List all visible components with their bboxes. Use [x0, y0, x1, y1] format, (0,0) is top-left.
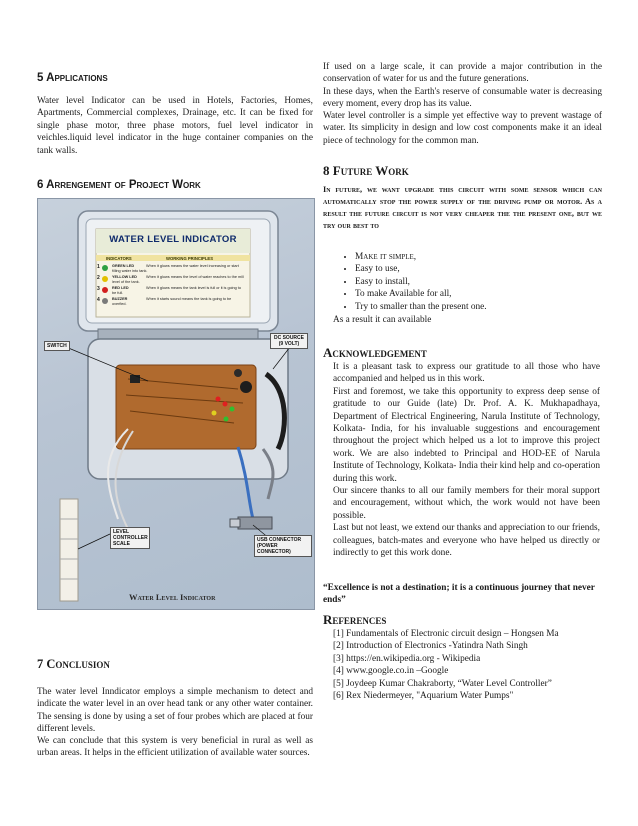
- section-heading-applications: 5 Applications: [37, 72, 108, 84]
- panel-title: WATER LEVEL INDICATOR: [109, 234, 237, 245]
- panel-row-desc: When it starts sound means the tank is going to be overfied.: [112, 297, 232, 306]
- label-dc-source: DC SOURCE (9 VOLT): [270, 333, 308, 349]
- section-heading-conclusion: 7 Conclusion: [37, 657, 110, 671]
- section-heading-acknowledgement: Acknowledgement: [323, 345, 427, 360]
- ack-paragraph: Our sincere thanks to all our family members for their moral support and encouragement, without which, the work would not have been possible.: [333, 486, 600, 521]
- list-item: • Easy to use,: [355, 263, 487, 275]
- intro-text-2: In these days, when the Earth's reserve of consumable water is decreasing every moment, every drop has its value.: [323, 87, 602, 110]
- label-usb-connector: USB CONNECTOR (POWER CONNECTOR): [254, 535, 312, 557]
- panel-row: [112, 275, 244, 284]
- conclusion-text-1: The water level Inndicator employs a simple mechanism to detect and indicate the water level in an over head tank or any other water container. The sensing is done by using a set of four probes which are placed at four different levels.: [37, 687, 313, 735]
- panel-row: [112, 286, 244, 295]
- section-heading-arrangement: 6 Arrengement of Project Work: [37, 179, 201, 191]
- ack-paragraph: First and foremost, we take this opportunity to express deep sense of gratitude to our Guide (late) Dr. Prof. A. K. Mukhapadhaya, Department of Electrical Engineering, Narula Institute of Technology, Kolkata- India, for his invaluable suggestions and encouragement throughout the project which helped us a lot to improve this project work. We are also indebted to Principal and HOD-EE of Narula Institute of Technology, Kolkata- India their kind help and co-operation during this work.: [333, 386, 600, 484]
- panel-row-desc: When it glows means the level of water reaches to the mill level of the tank.: [112, 275, 244, 284]
- panel-row-num: 2: [97, 275, 100, 281]
- label-switch: SWITCH: [44, 341, 70, 351]
- intro-text-1: If used on a large scale, it can provide a major contribution in the conservation of water for us and the future generations.: [323, 62, 602, 85]
- panel-row-desc: When it glows means the water level increasing or start filling water into tank.: [112, 264, 239, 273]
- intro-text-3: Water level controller is a simple yet effective way to prevent wastage of water. Its simplicity in design and low cost components make it an ideal piece of technology for the common man.: [323, 111, 602, 146]
- acknowledgement-body: [333, 361, 600, 560]
- reference-item: [1] Fundamentals of Electronic circuit design – Hongsen Ma: [333, 629, 559, 639]
- reference-item: [2] Introduction of Electronics -Yatindra Nath Singh: [333, 641, 528, 652]
- panel-row-led: BUZZER: [112, 297, 128, 301]
- reference-item: [4] www.google.co.in –Google: [333, 666, 449, 677]
- photo-caption: Water Level Indicator: [129, 592, 216, 602]
- ack-paragraph: Last but not least, we extend our thanks and appreciation to our friends, colleagues, batch-mates and everyone who have helped us directly or indirectly to get this work done.: [333, 523, 600, 559]
- section-heading-references: References: [323, 612, 387, 627]
- panel-row: [112, 264, 244, 273]
- list-item: • Make it simple,: [355, 251, 487, 263]
- future-work-text: In future, we want upgrade this circuit with some sensor which can automatically stop the power supply of the driving pump or motor. As a result the future circuit is not very cheaper the the present one, but we try our best to: [323, 185, 602, 230]
- panel-col-indicators: INDICATORS: [106, 256, 132, 261]
- project-photo: [37, 198, 315, 610]
- list-item: • Easy to install,: [355, 276, 487, 288]
- panel-row-led: GREEN LED: [112, 264, 135, 268]
- panel-col-principles: WORKING PRINCIPLES: [166, 256, 213, 261]
- ack-quote: “Excellence is not a destination; it is a continuous journey that never ends”: [323, 583, 595, 606]
- panel-row-num: 1: [97, 264, 100, 270]
- future-work-list: [341, 251, 487, 313]
- ack-paragraph: It is a pleasant task to express our gratitude to all those who have accompanied and helped us in this work.: [333, 362, 600, 385]
- reference-item: [3] https://en.wikipedia.org - Wikipedia: [333, 653, 481, 664]
- reference-item: [6] Rex Niedermeyer, "Aquarium Water Pumps": [333, 691, 514, 702]
- references-list: [333, 628, 603, 702]
- panel-row-led: YELLOW LED: [112, 275, 137, 279]
- label-level-controller-scale: LEVEL CONTROLLER SCALE: [110, 527, 150, 549]
- section-heading-future-work: 8 Future Work: [323, 163, 409, 178]
- panel-row: [112, 297, 244, 306]
- panel-row-desc: When it glows means the tank level is full or it is going to be full.: [112, 286, 241, 295]
- future-work-result: As a result it can available: [333, 315, 432, 325]
- panel-row-led: RED LED: [112, 286, 129, 290]
- reference-item: [5] Joydeep Kumar Chakraborty, “Water Level Controller”: [333, 678, 552, 689]
- panel-row-num: 4: [97, 297, 100, 303]
- list-item: • To make Available for all,: [355, 288, 487, 300]
- applications-text: Water level Indicator can be used in Hotels, Factories, Homes, Apartments, Commercial complexes, Drainage, etc. It can be fixed for single phase motor, three phase motors, fuel level indicator in veichles.liquid level indicator in the huge container companies on the tank walls.: [37, 96, 313, 156]
- list-item: • Try to smaller than the present one.: [355, 301, 487, 313]
- panel-row-num: 3: [97, 286, 100, 292]
- conclusion-text-2: We can conclude that this system is very beneficial in rural as well as urban areas. It helps in the efficient utilization of available water sources.: [37, 736, 313, 759]
